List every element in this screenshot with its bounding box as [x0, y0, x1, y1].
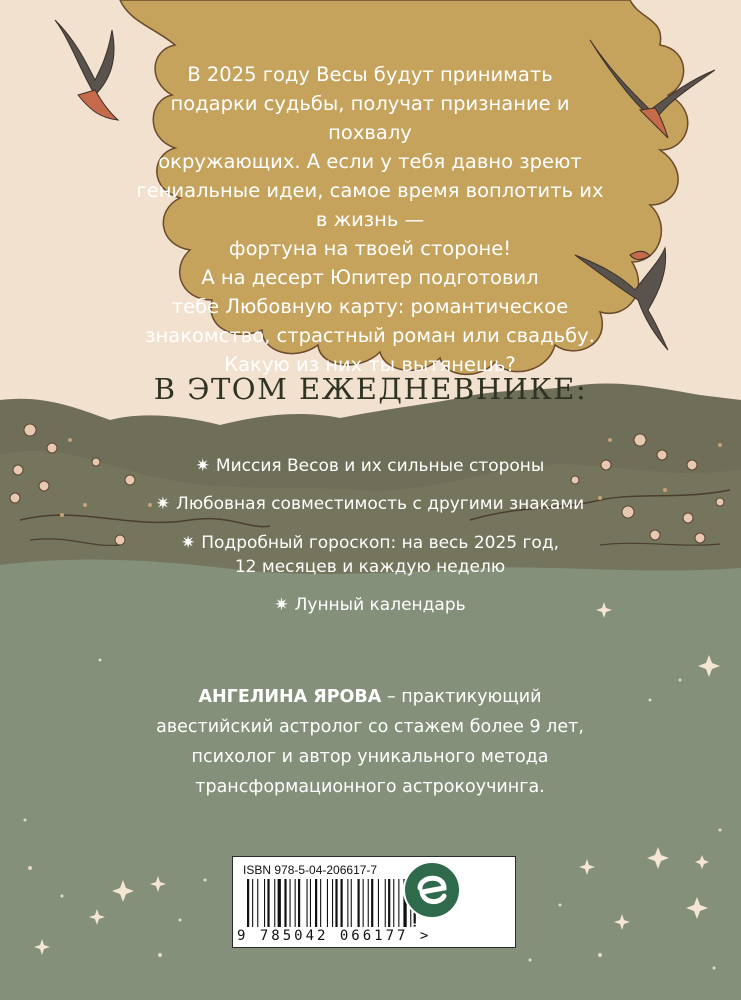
barcode-bar	[393, 879, 394, 927]
barcode-bar	[310, 879, 311, 927]
list-item-text: Любовная совместимость с другими знаками	[176, 494, 585, 514]
barcode-bar	[388, 879, 390, 927]
author-name: АНГЕЛИНА ЯРОВА	[198, 687, 382, 707]
barcode-bar	[368, 879, 369, 927]
isbn-digits: 9 785042 066177 >	[237, 928, 432, 944]
barcode-bar	[284, 879, 286, 927]
barcode-bar	[378, 879, 379, 927]
intro-paragraph	[130, 60, 610, 379]
publisher-name: ЭКСМО	[410, 922, 454, 934]
list-item-text: 12 месяцев и каждую неделю	[234, 557, 506, 577]
eksmo-logo-icon	[396, 858, 468, 938]
intro-line: В 2025 году Весы будут принимать	[187, 63, 553, 86]
author-bio-text: авестийский астролог со стажем более 9 лет,	[156, 717, 584, 737]
barcode-bar	[385, 879, 386, 927]
barcode-bar	[341, 879, 343, 927]
author-bio	[110, 682, 630, 802]
intro-line: тебе Любовную карту: романтическое	[171, 295, 569, 318]
barcode-bar	[358, 879, 360, 927]
barcode-bar	[347, 879, 348, 927]
star-bullet-icon: ✷	[195, 456, 210, 476]
barcode-bar	[320, 879, 321, 927]
barcode-bar	[371, 879, 373, 927]
isbn-barcode-block	[232, 856, 516, 948]
intro-line: подарки судьбы, получат признание и похвалу	[170, 92, 570, 144]
barcode-bar	[290, 879, 291, 927]
barcode-bar	[247, 879, 249, 927]
star-bullet-icon: ✷	[155, 494, 171, 514]
section-heading: В ЭТОМ ЕЖЕДНЕВНИКЕ:	[153, 372, 588, 406]
barcode-bar	[363, 879, 364, 927]
barcode-bar	[351, 879, 352, 927]
barcode-bar	[267, 879, 269, 927]
author-bio-text: психолог и автор уникального метода	[191, 747, 549, 767]
barcode-bar	[278, 879, 281, 927]
barcode-bar	[335, 879, 337, 927]
eksmo-emblem-icon	[396, 858, 468, 922]
author-bio-text: – практикующий	[381, 687, 542, 707]
intro-line: А на десерт Юпитер подготовил	[201, 266, 539, 289]
isbn-label: ISBN 978-5-04-206617-7	[243, 863, 378, 877]
author-bio-text: трансформационного астрокоучинга.	[195, 777, 545, 797]
star-bullet-icon: ✷	[274, 595, 289, 615]
list-item-text: Лунный календарь	[294, 595, 466, 615]
list-item	[120, 531, 620, 579]
barcode-bar	[257, 879, 258, 927]
star-bullet-icon: ✷	[181, 533, 196, 553]
intro-line: знакомство, страстный роман или свадьбу.	[145, 324, 595, 347]
barcode-bar	[327, 879, 328, 927]
barcode-bar	[295, 879, 296, 927]
barcode-bar	[307, 879, 308, 927]
intro-line: гениальные идеи, самое время воплотить их в жизнь —	[136, 179, 604, 231]
intro-line: фортуна на твоей стороне!	[228, 237, 512, 260]
barcode-bar	[252, 879, 253, 927]
barcode-bar	[315, 879, 317, 927]
list-item	[120, 492, 620, 516]
intro-line: окружающих. А если у тебя давно зреют	[158, 150, 582, 173]
barcode-bar	[264, 879, 265, 927]
intro-line: Какую из них ты вытянешь?	[224, 353, 516, 376]
list-item	[120, 454, 620, 478]
list-item-text: Подробный гороскоп: на весь 2025 год,	[201, 533, 559, 553]
barcode-bar	[332, 879, 333, 927]
list-item-text: Миссия Весов и их сильные стороны	[215, 456, 545, 476]
barcode-bar	[298, 879, 300, 927]
list-item	[120, 593, 620, 617]
barcode-bar	[274, 879, 275, 927]
